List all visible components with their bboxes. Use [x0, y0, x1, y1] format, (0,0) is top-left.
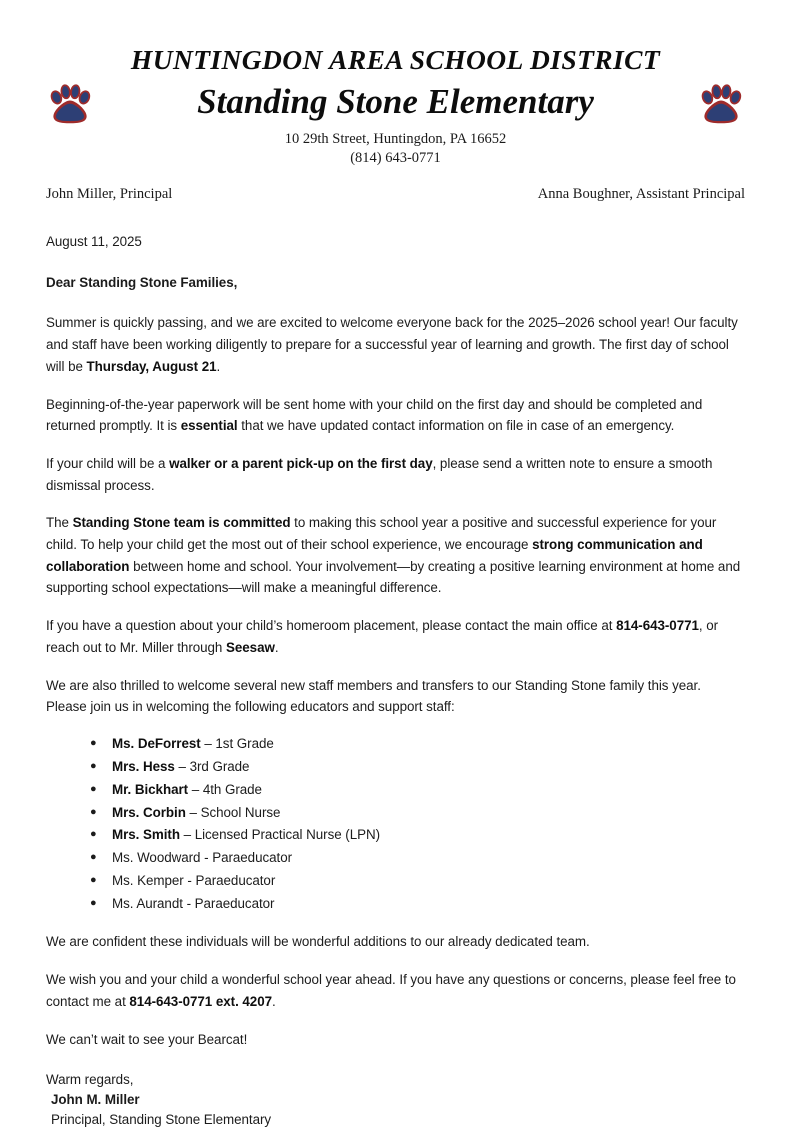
emphasis-text: Standing Stone team is committed [72, 515, 291, 531]
emphasis-text: walker or a parent pick-up on the first day [169, 455, 433, 471]
body-text: . [272, 993, 276, 1009]
bullet-icon: ● [90, 805, 97, 818]
school-name: Standing Stone Elementary [197, 81, 594, 121]
list-item [90, 871, 745, 891]
letter-paragraph [46, 615, 745, 658]
district-name: HUNTINGDON AREA SCHOOL DISTRICT [130, 44, 661, 75]
staff-role: Paraeducator [212, 850, 292, 866]
emphasis-text: essential [180, 418, 238, 434]
bullet-icon: ● [90, 874, 97, 887]
staff-name: Ms. DeForrest [112, 735, 201, 751]
list-item [90, 734, 745, 754]
bullet-icon: ● [90, 736, 97, 749]
list-item [90, 780, 745, 800]
bullet-icon: ● [90, 897, 97, 910]
staff-role: Paraeducator [194, 896, 275, 912]
list-item [90, 803, 745, 823]
letter-paragraph [46, 1029, 745, 1051]
bullet-icon: ● [90, 828, 97, 841]
body-text: that we have updated contact information on file in case of an emergency. [237, 418, 675, 434]
body-text: If your child will be a [46, 455, 170, 471]
emphasis-text: Seesaw [226, 639, 275, 655]
letter-paragraph [46, 969, 745, 1012]
emphasis-text: 814-643-0771 [616, 618, 699, 634]
letter-salutation: Dear Standing Stone Families, [46, 274, 238, 290]
letterhead [0, 0, 791, 168]
letter-paragraph [46, 675, 745, 718]
paw-print-icon [48, 83, 92, 125]
emphasis-text: strong communication and collaboration [46, 537, 703, 574]
letter-paragraph [46, 394, 745, 437]
staff-role: 4th Grade [202, 781, 262, 797]
assistant-principal-name: Anna Boughner, Assistant Principal [537, 185, 745, 202]
staff-separator: - [200, 850, 213, 866]
list-item [90, 848, 745, 868]
staff-separator: – [174, 758, 190, 774]
bullet-icon: ● [90, 851, 97, 864]
staff-name: Ms. Woodward [112, 850, 201, 866]
body-text: We are confident these individuals will be wonderful additions to our already dedicated team. [46, 934, 590, 950]
body-text: . [274, 639, 279, 655]
letter-body [46, 203, 745, 1131]
letter-date: August 11, 2025 [46, 233, 142, 249]
emphasis-text: 814-643-0771 ext. 4207 [129, 993, 273, 1009]
staff-separator: – [185, 804, 201, 820]
letter-paragraph [46, 512, 745, 599]
staff-separator: – [179, 827, 195, 843]
bullet-icon: ● [90, 759, 97, 772]
staff-role: Paraeducator [195, 873, 276, 889]
new-staff-list [46, 734, 745, 915]
body-text: Beginning-of-the-year paperwork will be sent home with your child on the first day and should be completed and returned promptly. It is [46, 396, 703, 434]
body-text: We wish you and your child a wonderful school year ahead. If you have any questions or concerns, please feel free to contact me at [46, 972, 736, 1009]
staff-separator: – [200, 735, 216, 751]
letter-paragraph [46, 931, 745, 953]
staff-name: Mrs. Hess [112, 758, 175, 774]
paw-print-icon [699, 83, 743, 125]
body-text: , or reach out to Mr. Miller through [46, 618, 719, 655]
list-item [90, 894, 745, 914]
staff-separator: - [182, 896, 195, 912]
body-text: to making this school year a positive and successful experience for your child. To help your child get the most out of their school experience, we encourage [46, 515, 717, 553]
staff-name: Ms. Kemper [112, 873, 184, 889]
signature-name: John M. Miller [51, 1092, 140, 1108]
staff-role: School Nurse [200, 804, 281, 820]
body-text: Summer is quickly passing, and we are excited to welcome everyone back for the 2025–2026 school year! Our faculty and staff have been working diligently to prepare for a successful year of learning and growth. The first day of school will be [46, 315, 738, 374]
staff-name: Mrs. Corbin [112, 804, 186, 820]
list-item [90, 757, 745, 777]
letter-paragraph [46, 312, 745, 377]
emphasis-text: Thursday, August 21 [86, 358, 217, 374]
staff-name: Mrs. Smith [112, 827, 180, 843]
body-text: , please send a written note to ensure a smooth dismissal process. [46, 455, 713, 493]
body-text: between home and school. Your involvement—by creating a positive learning environment at home and supporting school expectations—will make a meaningful difference. [46, 558, 741, 596]
school-address: 10 29th Street, Huntingdon, PA 16652 [284, 130, 507, 147]
body-text: We are also thrilled to welcome several new staff members and transfers to our Standing Stone family this year. Please join us in welcoming the following educators and support staff: [46, 677, 701, 715]
signature-title: Principal, Standing Stone Elementary [51, 1112, 272, 1128]
body-text: If you have a question about your child’s homeroom placement, please contact the main office at [46, 618, 617, 634]
staff-role: 3rd Grade [189, 758, 250, 774]
staff-name: Ms. Aurandt [112, 896, 183, 912]
body-text: We can’t wait to see your Bearcat! [46, 1031, 248, 1047]
school-phone: (814) 643-0771 [350, 150, 441, 167]
body-text: The [46, 515, 73, 531]
staff-role: 1st Grade [215, 735, 274, 751]
list-item [90, 825, 745, 845]
bullet-icon: ● [90, 782, 97, 795]
signature-closing: Warm regards, [46, 1072, 134, 1088]
staff-separator: - [183, 873, 196, 889]
signature-block [46, 1070, 745, 1130]
staff-separator: – [188, 781, 203, 797]
body-text: . [216, 358, 221, 374]
letter-paragraph [46, 453, 745, 496]
letter-paragraphs [46, 312, 745, 718]
staff-name: Mr. Bickhart [112, 781, 189, 797]
letter-paragraphs-after-list [46, 931, 745, 1050]
staff-role: Licensed Practical Nurse (LPN) [194, 827, 380, 843]
principal-name: John Miller, Principal [46, 185, 173, 202]
principal-row [46, 186, 745, 203]
